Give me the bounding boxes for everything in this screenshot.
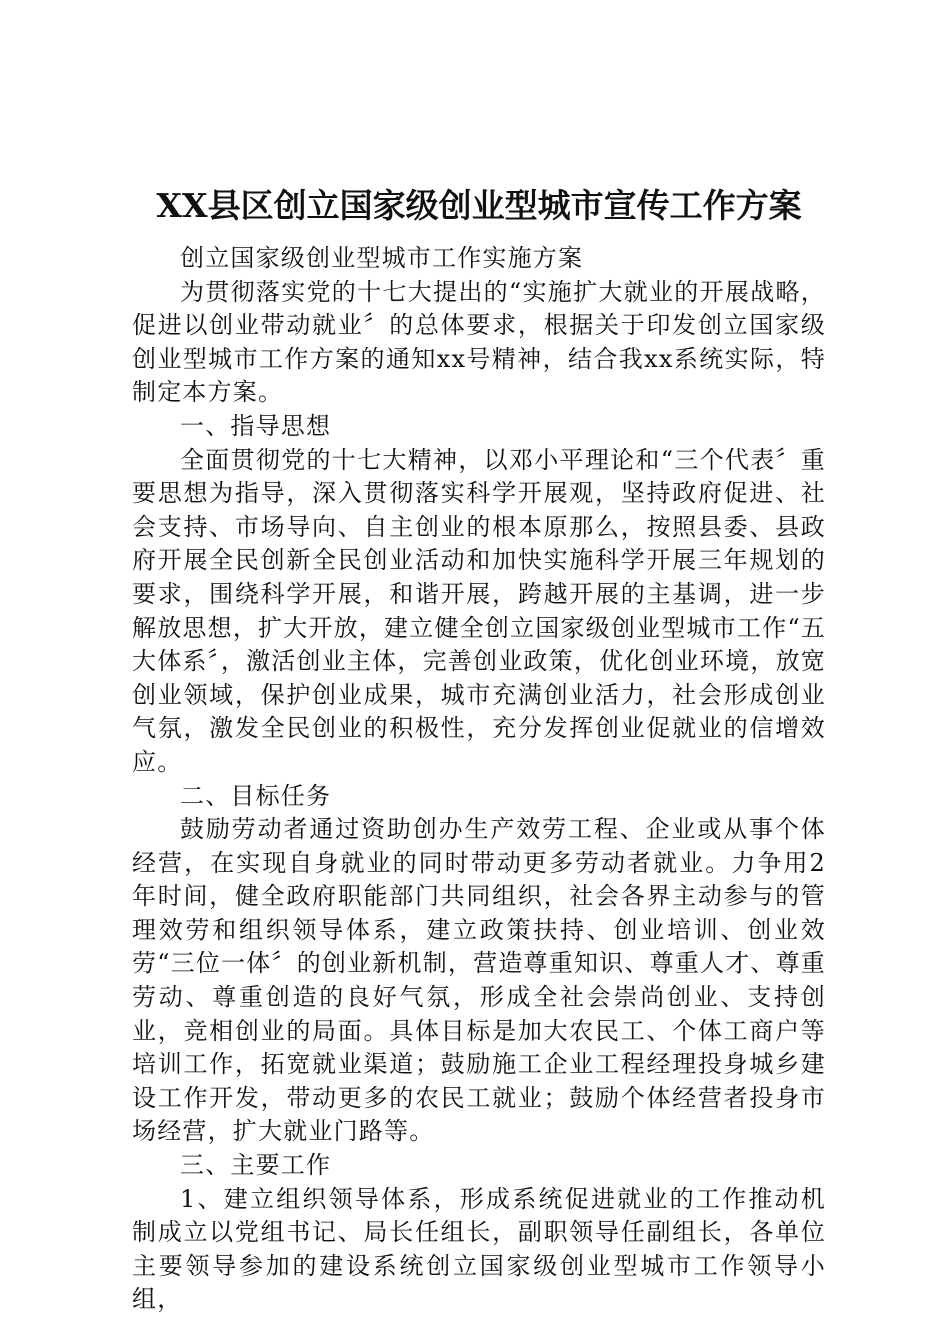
section-heading-guiding-ideology: 一、指导思想	[180, 411, 332, 440]
section-paragraph-guiding-ideology: 全面贯彻党的十七大精神，以邓小平理论和“三个代表〞重要思想为指导，深入贯彻落实科学开展观，坚持政府促进、社会支持、市场导向、自主创业的根本原那么，按照县委、县政府开展全民创新全民创业活动和加快实施科学开展三年规划的要求，围绕科学开展，和谐开展，跨越开展的主基调，进一步解放思想，扩大开放，建立健全创立国家级创业型城市工作“五大体系〞，激活创业主体，完善创业政策，优化创业环境，放宽创业领域，保护创业成果，城市充满创业活力，社会形成创业气氛，激发全民创业的积极性，充分发挥创业促就业的信增效应。	[132, 445, 826, 776]
section-heading-goals-tasks: 二、目标任务	[180, 781, 332, 810]
section-paragraph-main-work: 1、建立组织领导体系，形成系统促进就业的工作推动机制成立以党组书记、局长任组长，副职领导任副组长，各单位主要领导参加的建设系统创立国家级创业型城市工作领导小组，	[132, 1184, 826, 1314]
document-title: XX县区创立国家级创业型城市宣传工作方案	[156, 186, 802, 225]
section-paragraph-goals-tasks: 鼓励劳动者通过资助创办生产效劳工程、企业或从事个体经营，在实现自身就业的同时带动更多劳动者就业。力争用2年时间，健全政府职能部门共同组织，社会各界主动参与的管理效劳和组织领导体系，建立政策扶持、创业培训、创业效劳“三位一体〞的创业新机制，营造尊重知识、尊重人才、尊重劳动、尊重创造的良好气氛，形成全社会崇尚创业、支持创业，竞相创业的局面。具体目标是加大农民工、个体工商户等培训工作，拓宽就业渠道；鼓励施工企业工程经理投身城乡建设工作开发，带动更多的农民工就业；鼓励个体经营者投身市场经营，扩大就业门路等。	[132, 815, 826, 1146]
intro-paragraph: 为贯彻落实党的十七大提出的“实施扩大就业的开展战略，促进以创业带动就业〞的总体要求，根据关于印发创立国家级创业型城市工作方案的通知xx号精神，结合我xx系统实际，特制定本方案。	[132, 277, 826, 407]
section-heading-main-work: 三、主要工作	[180, 1151, 332, 1180]
document-subtitle: 创立国家级创业型城市工作实施方案	[180, 244, 584, 272]
document-page	[132, 178, 826, 1317]
